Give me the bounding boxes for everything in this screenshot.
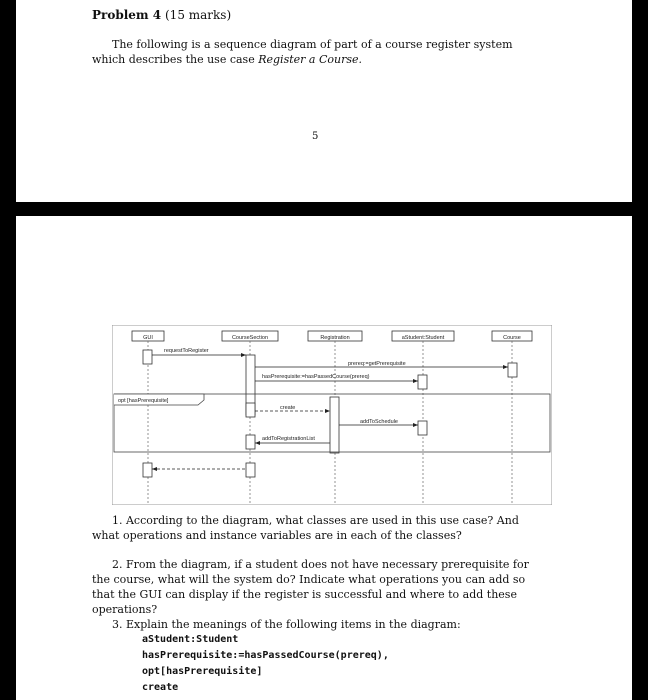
msg-add-to-registration-list: addToRegistrationList: [262, 436, 315, 442]
item-opt: opt[hasPrerequisite]: [142, 666, 263, 677]
page-number: 5: [312, 131, 319, 142]
item-create: create: [142, 682, 179, 693]
problem-title: Problem 4 (15 marks): [92, 8, 232, 22]
problem-intro: The following is a sequence diagram of part of a course register system which describes the use case Register a Course.: [92, 38, 513, 66]
msg-request-to-register: requestToRegister: [164, 348, 209, 354]
page-bottom: [16, 216, 632, 700]
question-2: 2. From the diagram, if a student does not have necessary prerequisite for the course, what will the system do? Indicate what operations you can add so that the GUI can display if the register is successful and where to add these operations?: [92, 558, 529, 616]
opt-fragment-label: opt [hasPrerequisite]: [118, 398, 169, 404]
msg-add-to-schedule: addToSchedule: [360, 419, 398, 425]
object-student: aStudent:Student: [401, 335, 445, 341]
sequence-diagram: [112, 325, 552, 505]
question-3: 3. Explain the meanings of the following items in the diagram:: [112, 618, 461, 631]
page-top: [16, 0, 632, 202]
item-has-prerequisite: hasPrerequisite:=hasPassedCourse(prereq),: [142, 650, 389, 661]
object-gui: GUI: [143, 335, 153, 341]
msg-get-prerequisite: prereq:=getPrerequisite: [348, 361, 406, 367]
object-course: Course: [503, 335, 521, 341]
item-student: aStudent:Student: [142, 634, 239, 645]
question-1: 1. According to the diagram, what classes are used in this use case? And what operations and instance variables are in each of the classes?: [92, 514, 519, 542]
msg-create: create: [280, 405, 296, 411]
object-registration: Registration: [320, 335, 350, 341]
msg-has-passed-course: hasPrerequisite:=hasPassedCourse(prereq): [262, 374, 370, 380]
object-coursesection: CourseSection: [231, 335, 269, 341]
